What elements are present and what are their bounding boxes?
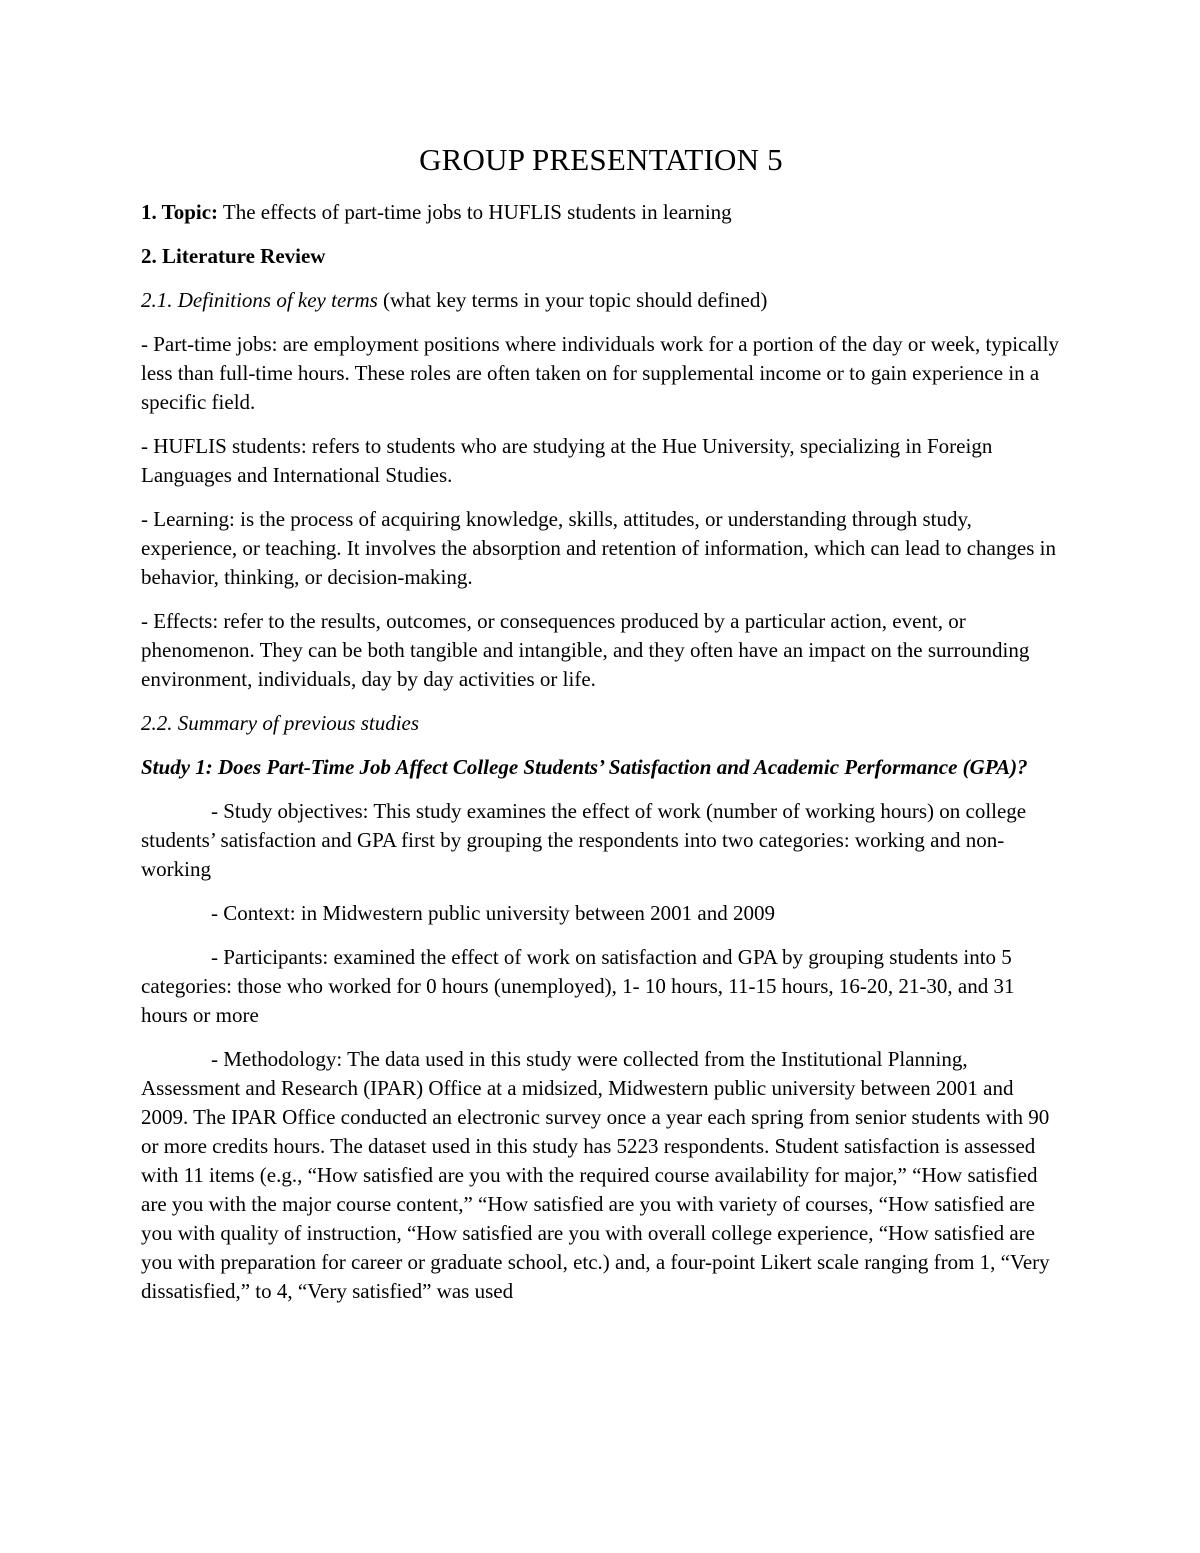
topic-label: 1. Topic:	[141, 200, 219, 224]
study-1-context: - Context: in Midwestern public university between 2001 and 2009	[211, 901, 775, 925]
topic-paragraph	[141, 198, 1061, 227]
document-body	[141, 140, 1061, 1321]
topic-text: The effects of part-time jobs to HUFLIS students in learning	[218, 200, 732, 224]
definition-effects: - Effects: refer to the results, outcomes, or consequences produced by a particular action, event, or phenomenon. They can be both tangible and intangible, and they often have an impact on the surrounding environment, individuals, day by day activities or life.	[141, 609, 1030, 691]
definitions-heading: 2.1. Definitions of key terms	[141, 288, 378, 312]
literature-review-heading: 2. Literature Review	[141, 244, 326, 268]
definition-part-time-jobs: - Part-time jobs: are employment positions where individuals work for a portion of the day or week, typically less than full-time hours. These roles are often taken on for supplemental income or to gain experience in a specific field.	[141, 332, 1059, 414]
summary-heading: 2.2. Summary of previous studies	[141, 711, 420, 735]
study-1-methodology: - Methodology: The data used in this study were collected from the Institutional Planning, Assessment and Research (IPAR) Office at a midsized, Midwestern public university between 2001 and 2009. The IPAR Office conducted an electronic survey once a year each spring from senior students with 90 or more credits hours. The dataset used in this study has 5223 respondents. Student satisfaction is assessed with 11 items (e.g., “How satisfied are you with the required course availability for major,” “How satisfied are you with the major course content,” “How satisfied are you with variety of courses, “How satisfied are you with quality of instruction, “How satisfied are you with overall college experience, “How satisfied are you with preparation for career or graduate school, etc.) and, a four-point Likert scale ranging from 1, “Very dissatisfied,” to 4, “Very satisfied” was used	[141, 1047, 1050, 1303]
page-title: GROUP PRESENTATION 5	[419, 142, 783, 177]
study-1-title: Study 1: Does Part-Time Job Affect College Students’ Satisfaction and Academic Performance (GPA)?	[141, 755, 1028, 779]
definitions-note: (what key terms in your topic should defined)	[377, 288, 768, 312]
definition-learning: - Learning: is the process of acquiring knowledge, skills, attitudes, or understanding through study, experience, or teaching. It involves the absorption and retention of information, which can lead to changes in behavior, thinking, or decision-making.	[141, 507, 1056, 589]
definitions-heading-paragraph	[141, 286, 1061, 315]
study-1-objectives: - Study objectives: This study examines the effect of work (number of working hours) on college students’ satisfaction and GPA first by grouping the respondents into two categories: working and non-working	[141, 799, 1027, 881]
definition-huflis-students: - HUFLIS students: refers to students who are studying at the Hue University, specializing in Foreign Languages and International Studies.	[141, 434, 993, 487]
study-1-participants: - Participants: examined the effect of work on satisfaction and GPA by grouping students into 5 categories: those who worked for 0 hours (unemployed), 1- 10 hours, 11-15 hours, 16-20, 21-30, and 31 hours or more	[141, 945, 1015, 1027]
